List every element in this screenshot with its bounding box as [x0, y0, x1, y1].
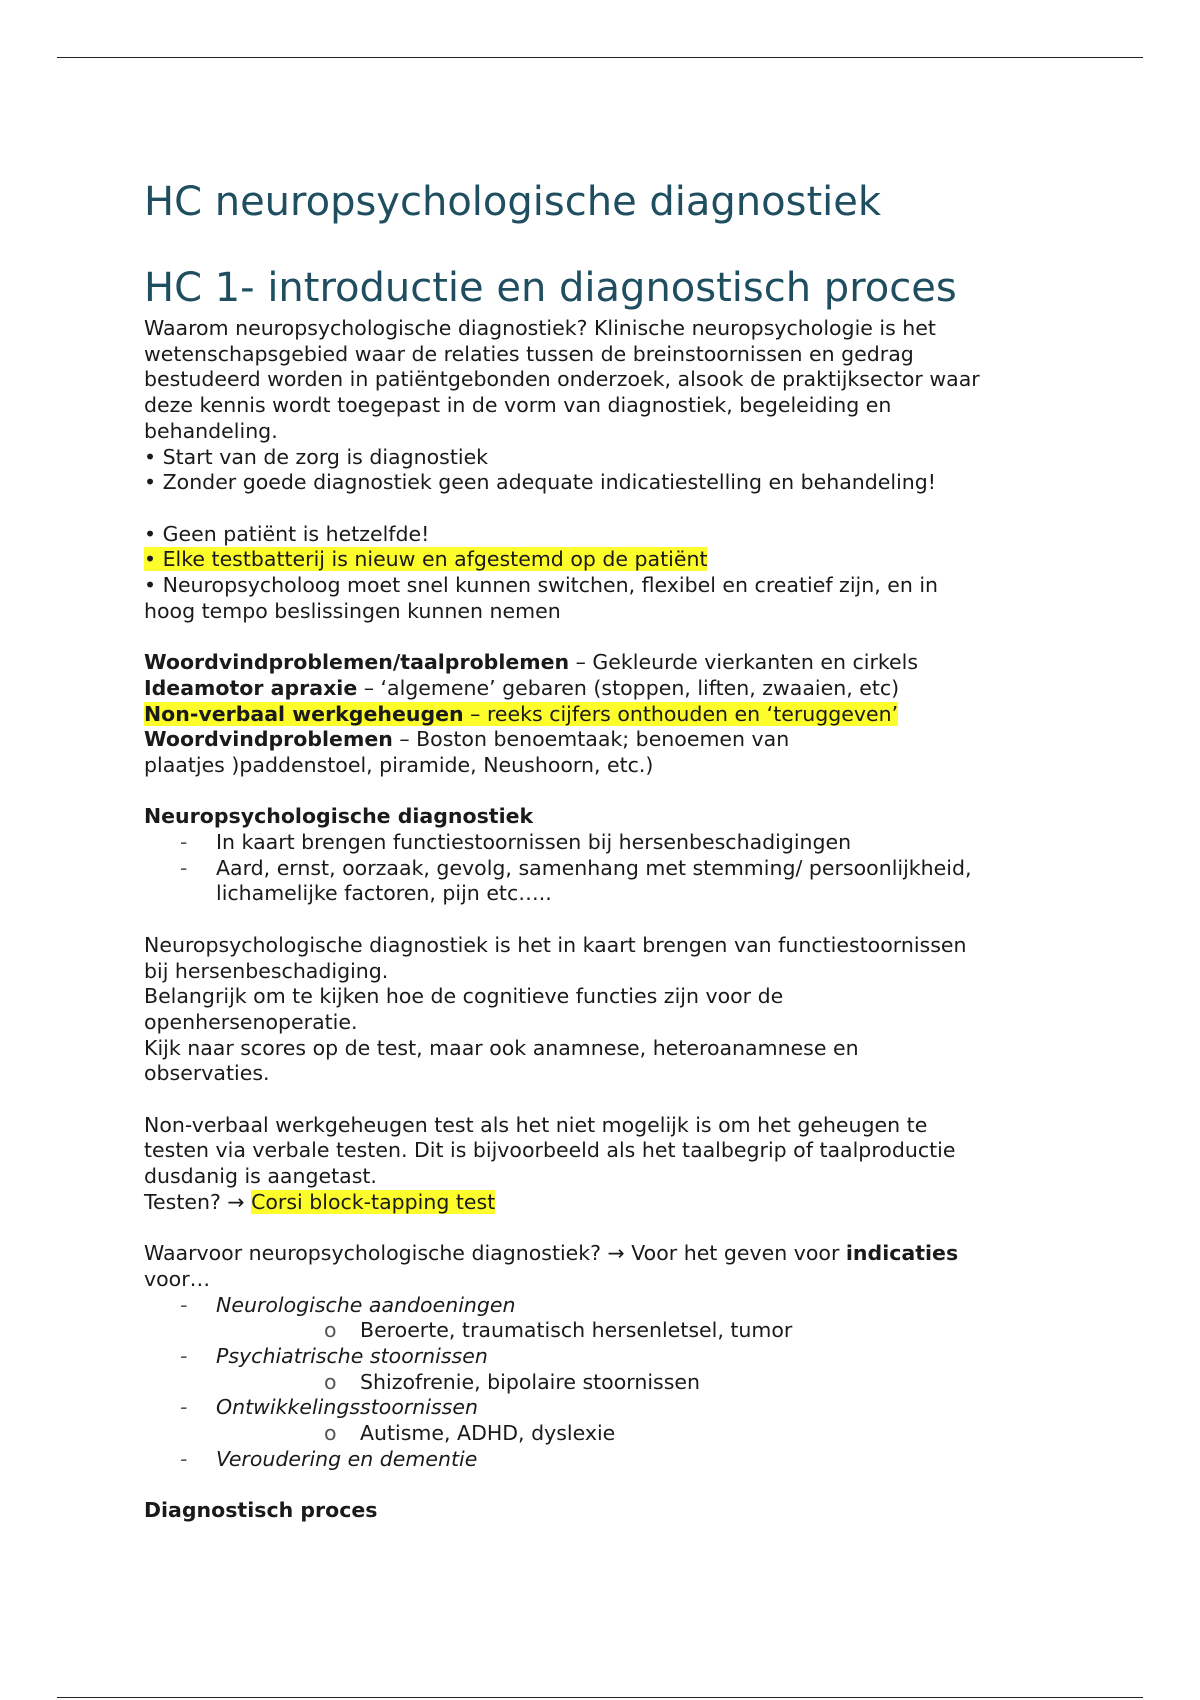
bullets-block — [144, 522, 1064, 625]
highlighted-bullet: • Elke testbatterij is nieuw en afgestemd op de patiënt — [144, 547, 708, 572]
dash-list — [144, 830, 1064, 907]
list-item: - In kaart brengen functiestoornissen bij hersenbeschadigingen — [144, 830, 1064, 856]
term-line — [144, 650, 1064, 676]
term-line — [144, 727, 1064, 753]
text-line: Kijk naar scores op de test, maar ook anamnese, heteroanamnese en — [144, 1035, 859, 1060]
bullet-line: • Neuropsycholoog moet snel kunnen switchen, flexibel en creatief zijn, en in — [144, 573, 939, 598]
text-line: observaties. — [144, 1061, 270, 1086]
np-section — [144, 804, 1064, 907]
indications-list — [144, 1293, 1064, 1473]
list-item: - Aard, ernst, oorzaak, gevolg, samenhang met stemming/ persoonlijkheid, lichamelijke factoren, pijn etc….. — [144, 856, 1064, 907]
list-item: - Ontwikkelingsstoornissen o Autisme, ADHD, dyslexie — [144, 1395, 1064, 1446]
paragraph-2 — [144, 933, 1064, 1087]
text-line: Belangrijk om te kijken hoe de cognitieve functies zijn voor de — [144, 984, 784, 1009]
waarvoor-line-cont: voor… — [144, 1266, 211, 1291]
text-line: openhersenoperatie. — [144, 1009, 358, 1034]
term-desc: – ‘algemene’ gebaren (stoppen, liften, zwaaien, etc) — [357, 675, 900, 700]
term-line — [144, 676, 1064, 702]
bullet-line: • Geen patiënt is hetzelfde! — [144, 521, 430, 546]
intro-line: behandeling. — [144, 418, 278, 443]
term-desc: – Boston benoemtaak; benoemen van — [392, 727, 790, 752]
text-line: testen via verbale testen. Dit is bijvoorbeeld als het taalbegrip of taalproductie — [144, 1138, 956, 1163]
term-desc: – Gekleurde vierkanten en cirkels — [569, 650, 919, 675]
term-label: Woordvindproblemen/taalproblemen — [144, 650, 570, 675]
terms-block — [144, 650, 1064, 779]
intro-line: bestudeerd worden in patiëntgebonden onderzoek, alsook de praktijksector waar — [144, 367, 980, 392]
bullet-line-cont: hoog tempo beslissingen kunnen nemen — [144, 598, 561, 623]
intro-line: deze kennis wordt toegepast in de vorm van diagnostiek, begeleiding en — [144, 393, 892, 418]
footer-rule — [57, 1697, 1143, 1698]
paragraph-3 — [144, 1113, 1064, 1216]
list-item: - Psychiatrische stoornissen o Shizofrenie, bipolaire stoornissen — [144, 1344, 1064, 1395]
bullet-line: • Zonder goede diagnostiek geen adequate indicatiestelling en behandeling! — [144, 470, 937, 495]
text-line: Neuropsychologische diagnostiek is het in kaart brengen van functiestoornissen — [144, 932, 967, 957]
sub-list-item: o Shizofrenie, bipolaire stoornissen — [216, 1370, 1064, 1396]
term-line-cont: plaatjes )paddenstoel, piramide, Neushoorn, etc.) — [144, 752, 654, 777]
sub-list-item: o Beroerte, traumatisch hersenletsel, tumor — [216, 1318, 1064, 1344]
sub-list-item: o Autisme, ADHD, dyslexie — [216, 1421, 1064, 1447]
testen-line — [144, 1190, 1064, 1216]
intro-line: wetenschapsgebied waar de relaties tussen de breinstoornissen en gedrag — [144, 341, 914, 366]
text-line: bij hersenbeschadiging. — [144, 958, 389, 983]
intro-line: Waarom neuropsychologische diagnostiek? Klinische neuropsychologie is het — [144, 316, 936, 340]
document-body — [144, 178, 1064, 1524]
term-desc: – reeks cijfers onthouden en ‘teruggeven’ — [463, 701, 899, 726]
term-label: Woordvindproblemen — [144, 727, 393, 752]
header-rule — [57, 57, 1143, 58]
term-label: Non-verbaal werkgeheugen — [144, 701, 464, 726]
document-title: HC neuropsychologische diagnostiek — [144, 179, 882, 225]
list-item: - Neurologische aandoeningen o Beroerte, traumatisch hersenletsel, tumor — [144, 1293, 1064, 1344]
term-line-highlighted — [144, 702, 1064, 728]
waarvoor-section — [144, 1241, 1064, 1472]
term-label: Ideamotor apraxie — [144, 675, 358, 700]
waarvoor-line: Waarvoor neuropsychologische diagnostiek? → Voor het geven voor indicaties — [144, 1241, 959, 1266]
section-heading: Diagnostisch proces — [144, 1498, 378, 1523]
section-heading: Neuropsychologische diagnostiek — [144, 804, 534, 829]
testen-prefix: Testen? → — [144, 1189, 252, 1214]
text-line: Non-verbaal werkgeheugen test als het niet mogelijk is om het geheugen te — [144, 1112, 928, 1137]
bold-keyword: indicaties — [845, 1241, 959, 1266]
bullet-line: • Start van de zorg is diagnostiek — [144, 444, 489, 469]
highlighted-test: Corsi block-tapping test — [251, 1189, 496, 1214]
text-line: dusdanig is aangetast. — [144, 1164, 377, 1189]
lecture-title: HC 1- introductie en diagnostisch proces — [144, 265, 957, 311]
intro-paragraph — [144, 316, 1064, 496]
list-item: - Veroudering en dementie — [144, 1447, 1064, 1473]
